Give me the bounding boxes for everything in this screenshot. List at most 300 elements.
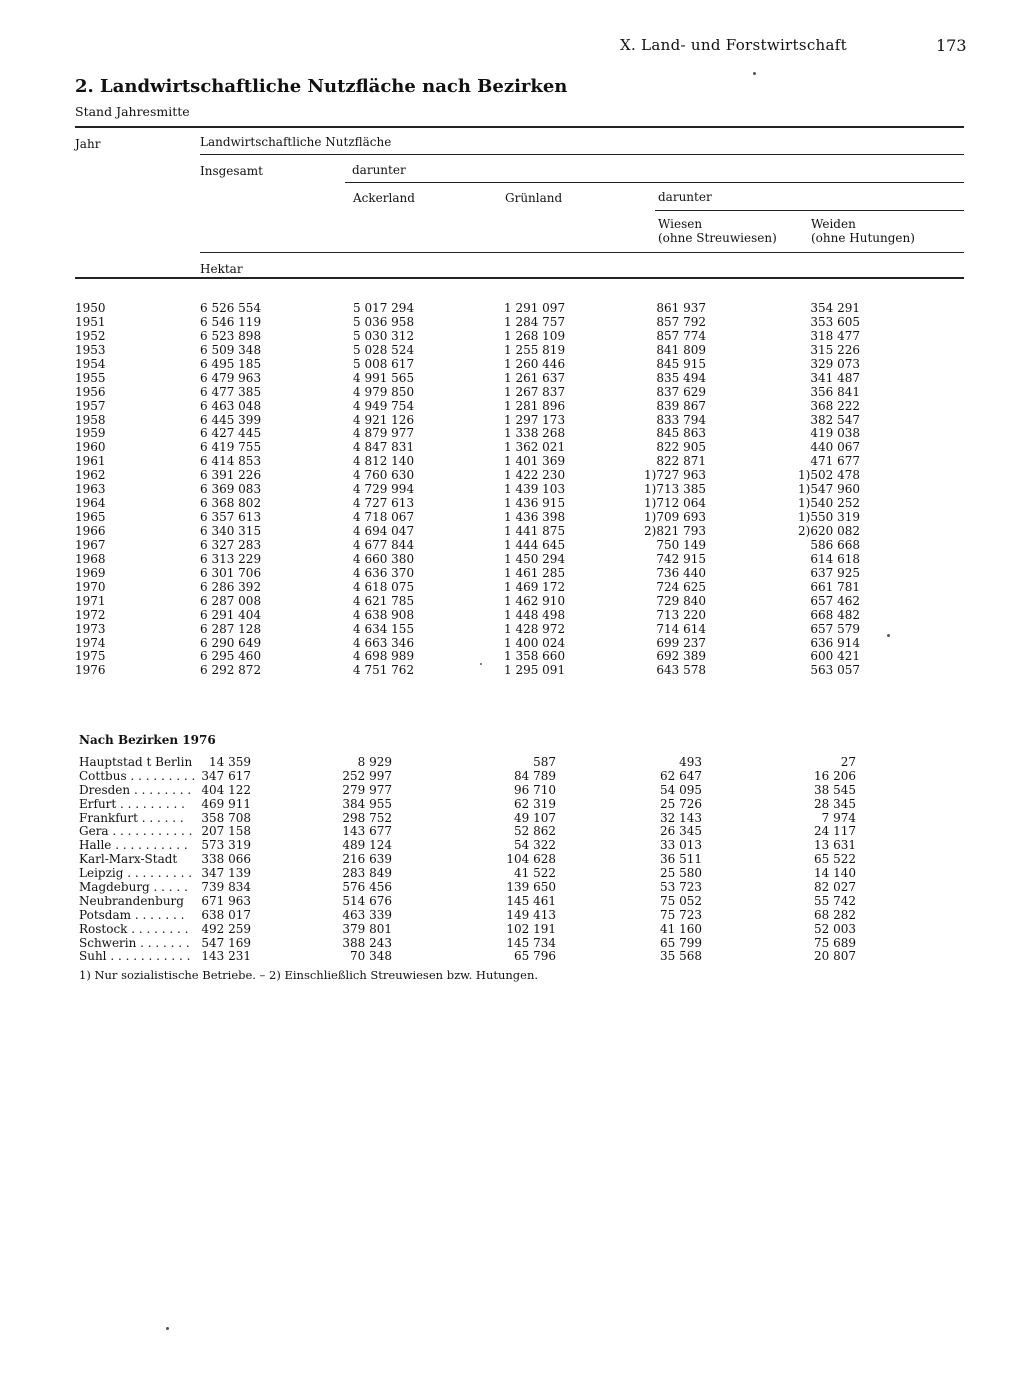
year-cell: 1955 [75, 370, 106, 385]
weiden-cell: 586 668 [810, 537, 860, 552]
total-cell: 6 419 755 [200, 440, 262, 455]
bezirk-name-cell: Cottbus . . . . . . . . . [79, 768, 196, 783]
bezirke-heading: Nach Bezirken 1976 [79, 733, 216, 747]
table-row [0, 594, 1024, 608]
scan-speck [753, 72, 756, 75]
table-row [0, 357, 1024, 371]
total-cell: 6 463 048 [200, 398, 262, 413]
gruenland-cell: 1 338 268 [504, 426, 566, 441]
weiden-cell: 353 605 [810, 314, 860, 329]
total-cell: 6 509 348 [200, 342, 262, 357]
gruenland-cell: 1 428 972 [504, 621, 566, 636]
weiden-cell: 354 291 [810, 301, 860, 315]
ackerland-cell: 4 638 908 [353, 607, 415, 622]
total-cell: 6 295 460 [200, 649, 262, 664]
wiesen-cell: 692 389 [656, 649, 706, 664]
ackerland-cell: 252 997 [342, 768, 392, 783]
wiesen-cell: 493 [679, 755, 702, 769]
ackerland-cell: 4 979 850 [353, 384, 415, 399]
total-cell: 6 327 283 [200, 537, 262, 552]
col-header-lnf: Landwirtschaftliche Nutzfläche [200, 135, 392, 149]
weiden-cell: 7 974 [821, 810, 856, 825]
year-cell: 1970 [75, 579, 106, 594]
weiden-cell: 68 282 [814, 907, 856, 922]
wiesen-cell: 861 937 [656, 301, 706, 315]
ackerland-cell: 4 729 994 [353, 482, 415, 497]
table-row [0, 608, 1024, 622]
bezirk-row [0, 811, 1024, 825]
wiesen-cell: 1)712 064 [644, 496, 706, 511]
gruenland-cell: 102 191 [506, 921, 556, 936]
ackerland-cell: 143 677 [342, 824, 392, 839]
gruenland-cell: 84 789 [514, 768, 556, 783]
gruenland-cell: 145 734 [506, 935, 556, 950]
header-rule-wiesen [655, 210, 964, 211]
bezirk-name-cell: Gera . . . . . . . . . . . [79, 824, 193, 839]
total-cell: 671 963 [201, 893, 251, 908]
total-cell: 347 617 [201, 768, 251, 783]
header-bottom-rule [75, 277, 964, 279]
ackerland-cell: 4 879 977 [353, 426, 415, 441]
ackerland-cell: 4 636 370 [353, 565, 415, 580]
wiesen-cell: 33 013 [660, 838, 702, 853]
bezirk-name-cell: Suhl . . . . . . . . . . . [79, 949, 191, 964]
bezirk-name-cell: Hauptstad t Berlin [79, 755, 193, 769]
wiesen-cell: 75 723 [660, 907, 702, 922]
table-row [0, 496, 1024, 510]
total-cell: 6 287 128 [200, 621, 262, 636]
year-cell: 1962 [75, 468, 106, 483]
ackerland-cell: 489 124 [342, 838, 392, 853]
ackerland-cell: 379 801 [342, 921, 392, 936]
wiesen-cell: 53 723 [660, 880, 702, 895]
table-row [0, 399, 1024, 413]
table-row [0, 538, 1024, 552]
gruenland-cell: 1 436 915 [504, 496, 566, 511]
total-cell: 638 017 [201, 907, 251, 922]
ackerland-cell: 4 727 613 [353, 496, 415, 511]
wiesen-cell: 729 840 [656, 593, 706, 608]
bezirk-row [0, 922, 1024, 936]
ackerland-cell: 5 017 294 [353, 301, 415, 315]
gruenland-cell: 1 439 103 [504, 482, 566, 497]
year-cell: 1976 [75, 663, 106, 678]
weiden-cell: 329 073 [810, 356, 860, 371]
bezirk-row [0, 908, 1024, 922]
weiden-cell: 52 003 [814, 921, 856, 936]
table-title: 2. Landwirtschaftliche Nutzfläche nach Bezirken [75, 76, 568, 97]
col-header-ackerland: Ackerland [353, 191, 415, 205]
ackerland-cell: 4 751 762 [353, 663, 415, 678]
col-header-year: Jahr [75, 137, 101, 151]
ackerland-cell: 283 849 [342, 866, 392, 881]
weiden-cell: 13 631 [814, 838, 856, 853]
total-cell: 6 287 008 [200, 593, 262, 608]
total-cell: 14 359 [209, 755, 251, 769]
scan-speck [887, 634, 890, 637]
gruenland-cell: 1 400 024 [504, 635, 566, 650]
weiden-cell: 1)550 319 [798, 510, 860, 525]
total-cell: 547 169 [201, 935, 251, 950]
wiesen-cell: 25 726 [660, 796, 702, 811]
total-cell: 347 139 [201, 866, 251, 881]
col-header-gruenland: Grünland [505, 191, 563, 205]
total-cell: 6 368 802 [200, 496, 262, 511]
total-cell: 338 066 [201, 852, 251, 867]
weiden-cell: 657 462 [810, 593, 860, 608]
bezirk-row [0, 894, 1024, 908]
year-cell: 1974 [75, 635, 106, 650]
weiden-cell: 16 206 [814, 768, 856, 783]
weiden-cell: 318 477 [810, 328, 860, 343]
table-row [0, 649, 1024, 663]
ackerland-cell: 5 028 524 [353, 342, 415, 357]
wiesen-cell: 41 160 [660, 921, 702, 936]
year-cell: 1963 [75, 482, 106, 497]
wiesen-cell: 835 494 [656, 370, 706, 385]
weiden-cell: 440 067 [810, 440, 860, 455]
gruenland-cell: 1 450 294 [504, 551, 566, 566]
gruenland-cell: 104 628 [506, 852, 556, 867]
gruenland-cell: 1 260 446 [504, 356, 566, 371]
ackerland-cell: 4 698 989 [353, 649, 415, 664]
gruenland-cell: 149 413 [506, 907, 556, 922]
year-cell: 1950 [75, 301, 106, 315]
wiesen-cell: 699 237 [656, 635, 706, 650]
bezirk-name-cell: Rostock . . . . . . . . [79, 921, 189, 936]
year-cell: 1961 [75, 454, 106, 469]
bezirke-table-body [0, 755, 1024, 963]
table-row [0, 454, 1024, 468]
year-cell: 1973 [75, 621, 106, 636]
ackerland-cell: 4 677 844 [353, 537, 415, 552]
ackerland-cell: 279 977 [342, 782, 392, 797]
table-row [0, 510, 1024, 524]
gruenland-cell: 62 319 [514, 796, 556, 811]
weiden-cell: 341 487 [810, 370, 860, 385]
ackerland-cell: 4 847 831 [353, 440, 415, 455]
gruenland-cell: 96 710 [514, 782, 556, 797]
ackerland-cell: 4 812 140 [353, 454, 415, 469]
bezirk-name-cell: Leipzig . . . . . . . . . [79, 866, 193, 881]
year-cell: 1953 [75, 342, 106, 357]
bezirk-row [0, 866, 1024, 880]
header-rule-ackerland [345, 182, 964, 183]
weiden-cell: 636 914 [810, 635, 860, 650]
weiden-cell: 55 742 [814, 893, 856, 908]
ackerland-cell: 4 921 126 [353, 412, 415, 427]
ackerland-cell: 576 456 [342, 880, 392, 895]
wiesen-cell: 32 143 [660, 810, 702, 825]
gruenland-cell: 1 268 109 [504, 328, 566, 343]
total-cell: 6 414 853 [200, 454, 262, 469]
weiden-cell: 82 027 [814, 880, 856, 895]
gruenland-cell: 1 461 285 [504, 565, 566, 580]
total-cell: 6 313 229 [200, 551, 262, 566]
gruenland-cell: 49 107 [514, 810, 556, 825]
total-cell: 739 834 [201, 880, 251, 895]
gruenland-cell: 1 284 757 [504, 314, 566, 329]
gruenland-cell: 587 [533, 755, 556, 769]
footnote: 1) Nur sozialistische Betriebe. – 2) Einschließlich Streuwiesen bzw. Hutungen. [79, 968, 539, 982]
table-row [0, 301, 1024, 315]
year-cell: 1960 [75, 440, 106, 455]
gruenland-cell: 41 522 [514, 866, 556, 881]
bezirk-row [0, 838, 1024, 852]
weiden-cell: 356 841 [810, 384, 860, 399]
page-number: 173 [936, 36, 967, 55]
wiesen-cell: 26 345 [660, 824, 702, 839]
total-cell: 6 546 119 [200, 314, 262, 329]
table-row [0, 315, 1024, 329]
total-cell: 143 231 [201, 949, 251, 964]
ackerland-cell: 388 243 [342, 935, 392, 950]
bezirk-row [0, 824, 1024, 838]
header-rule-unit [200, 252, 964, 253]
header-rule-darunter [200, 154, 964, 155]
wiesen-cell: 1)713 385 [644, 482, 706, 497]
total-cell: 358 708 [201, 810, 251, 825]
ackerland-cell: 298 752 [342, 810, 392, 825]
weiden-cell: 614 618 [810, 551, 860, 566]
year-cell: 1972 [75, 607, 106, 622]
year-cell: 1975 [75, 649, 106, 664]
gruenland-cell: 65 796 [514, 949, 556, 964]
bezirk-name-cell: Magdeburg . . . . . [79, 880, 188, 895]
year-cell: 1958 [75, 412, 106, 427]
col-header-darunter-2: darunter [658, 190, 712, 204]
wiesen-cell: 714 614 [656, 621, 706, 636]
gruenland-cell: 54 322 [514, 838, 556, 853]
scan-speck [166, 1327, 169, 1330]
bezirk-name-cell: Frankfurt . . . . . . [79, 810, 184, 825]
ackerland-cell: 4 760 630 [353, 468, 415, 483]
gruenland-cell: 1 297 173 [504, 412, 566, 427]
total-cell: 6 292 872 [200, 663, 262, 678]
col-header-weiden: Weiden (ohne Hutungen) [811, 217, 915, 245]
wiesen-cell: 833 794 [656, 412, 706, 427]
total-cell: 404 122 [201, 782, 251, 797]
gruenland-cell: 1 462 910 [504, 593, 566, 608]
total-cell: 6 495 185 [200, 356, 262, 371]
weiden-cell: 28 345 [814, 796, 856, 811]
year-cell: 1967 [75, 537, 106, 552]
bezirk-name-cell: Erfurt . . . . . . . . . [79, 796, 185, 811]
bezirk-row [0, 936, 1024, 950]
wiesen-cell: 857 792 [656, 314, 706, 329]
wiesen-cell: 837 629 [656, 384, 706, 399]
weiden-cell: 1)502 478 [798, 468, 860, 483]
total-cell: 6 369 083 [200, 482, 262, 497]
gruenland-cell: 1 281 896 [504, 398, 566, 413]
bezirk-row [0, 797, 1024, 811]
ackerland-cell: 5 008 617 [353, 356, 415, 371]
table-row [0, 371, 1024, 385]
total-cell: 6 301 706 [200, 565, 262, 580]
year-cell: 1969 [75, 565, 106, 580]
table-row [0, 385, 1024, 399]
total-cell: 6 340 315 [200, 524, 262, 538]
total-cell: 6 427 445 [200, 426, 262, 441]
weiden-cell: 24 117 [814, 824, 856, 839]
ackerland-cell: 4 621 785 [353, 593, 415, 608]
bezirk-name-cell: Dresden . . . . . . . . [79, 782, 192, 797]
year-cell: 1952 [75, 328, 106, 343]
total-cell: 6 286 392 [200, 579, 262, 594]
gruenland-cell: 1 436 398 [504, 510, 566, 525]
gruenland-cell: 145 461 [506, 893, 556, 908]
weiden-cell: 1)540 252 [798, 496, 860, 511]
table-row [0, 426, 1024, 440]
weiden-cell: 20 807 [814, 949, 856, 964]
total-cell: 207 158 [201, 824, 251, 839]
weiden-cell: 657 579 [810, 621, 860, 636]
weiden-cell: 668 482 [810, 607, 860, 622]
gruenland-cell: 1 358 660 [504, 649, 566, 664]
table-row [0, 482, 1024, 496]
ackerland-cell: 463 339 [342, 907, 392, 922]
weiden-cell: 1)547 960 [798, 482, 860, 497]
table-row [0, 329, 1024, 343]
running-header-section: X. Land- und Forstwirtschaft [620, 36, 847, 54]
year-table-body [0, 301, 1024, 677]
gruenland-cell: 52 862 [514, 824, 556, 839]
table-row [0, 524, 1024, 538]
table-row [0, 440, 1024, 454]
table-row [0, 622, 1024, 636]
gruenland-cell: 139 650 [506, 880, 556, 895]
year-cell: 1965 [75, 510, 106, 525]
gruenland-cell: 1 401 369 [504, 454, 566, 469]
total-cell: 6 290 649 [200, 635, 262, 650]
col-header-total: Insgesamt [200, 164, 263, 178]
year-cell: 1968 [75, 551, 106, 566]
gruenland-cell: 1 469 172 [504, 579, 566, 594]
ackerland-cell: 4 663 346 [353, 635, 415, 650]
bezirk-name-cell: Karl-Marx-Stadt [79, 852, 178, 867]
wiesen-cell: 36 511 [660, 852, 702, 867]
year-cell: 1959 [75, 426, 106, 441]
wiesen-cell: 845 915 [656, 356, 706, 371]
ackerland-cell: 384 955 [342, 796, 392, 811]
wiesen-cell: 750 149 [656, 537, 706, 552]
table-row [0, 343, 1024, 357]
weiden-cell: 382 547 [810, 412, 860, 427]
gruenland-cell: 1 261 637 [504, 370, 566, 385]
wiesen-cell: 35 568 [660, 949, 702, 964]
bezirk-row [0, 755, 1024, 769]
wiesen-cell: 822 871 [656, 454, 706, 469]
col-header-darunter-1: darunter [352, 163, 406, 177]
header-top-rule [75, 126, 964, 128]
total-cell: 6 479 963 [200, 370, 262, 385]
gruenland-cell: 1 255 819 [504, 342, 566, 357]
weiden-cell: 2)620 082 [798, 524, 860, 538]
ackerland-cell: 4 991 565 [353, 370, 415, 385]
gruenland-cell: 1 267 837 [504, 384, 566, 399]
wiesen-cell: 841 809 [656, 342, 706, 357]
bezirk-name-cell: Schwerin . . . . . . . [79, 935, 190, 950]
year-cell: 1971 [75, 593, 106, 608]
total-cell: 492 259 [201, 921, 251, 936]
wiesen-cell: 25 580 [660, 866, 702, 881]
ackerland-cell: 4 634 155 [353, 621, 415, 636]
ackerland-cell: 70 348 [350, 949, 392, 964]
gruenland-cell: 1 362 021 [504, 440, 566, 455]
year-cell: 1956 [75, 384, 106, 399]
table-row [0, 636, 1024, 650]
weiden-cell: 38 545 [814, 782, 856, 797]
gruenland-cell: 1 444 645 [504, 537, 566, 552]
scan-speck [480, 663, 482, 665]
bezirk-row [0, 852, 1024, 866]
ackerland-cell: 4 618 075 [353, 579, 415, 594]
table-row [0, 413, 1024, 427]
weiden-cell: 471 677 [810, 454, 860, 469]
ackerland-cell: 8 929 [357, 755, 392, 769]
weiden-cell: 563 057 [810, 663, 860, 678]
table-row [0, 580, 1024, 594]
col-header-unit: Hektar [200, 262, 243, 276]
bezirk-row [0, 769, 1024, 783]
col-header-wiesen: Wiesen (ohne Streuwiesen) [658, 217, 777, 245]
year-cell: 1951 [75, 314, 106, 329]
ackerland-cell: 4 660 380 [353, 551, 415, 566]
year-cell: 1966 [75, 524, 106, 538]
bezirk-name-cell: Neubrandenburg [79, 893, 184, 908]
wiesen-cell: 724 625 [656, 579, 706, 594]
total-cell: 6 291 404 [200, 607, 262, 622]
wiesen-cell: 839 867 [656, 398, 706, 413]
wiesen-cell: 742 915 [656, 551, 706, 566]
total-cell: 6 523 898 [200, 328, 262, 343]
table-row [0, 552, 1024, 566]
weiden-cell: 75 689 [814, 935, 856, 950]
weiden-cell: 27 [840, 755, 856, 769]
total-cell: 6 391 226 [200, 468, 262, 483]
wiesen-cell: 736 440 [656, 565, 706, 580]
total-cell: 573 319 [201, 838, 251, 853]
wiesen-cell: 857 774 [656, 328, 706, 343]
wiesen-cell: 713 220 [656, 607, 706, 622]
ackerland-cell: 4 949 754 [353, 398, 415, 413]
year-cell: 1957 [75, 398, 106, 413]
bezirk-row [0, 880, 1024, 894]
ackerland-cell: 514 676 [342, 893, 392, 908]
wiesen-cell: 54 095 [660, 782, 702, 797]
weiden-cell: 65 522 [814, 852, 856, 867]
year-cell: 1954 [75, 356, 106, 371]
gruenland-cell: 1 448 498 [504, 607, 566, 622]
wiesen-cell: 845 863 [656, 426, 706, 441]
bezirk-name-cell: Potsdam . . . . . . . [79, 907, 185, 922]
table-row [0, 663, 1024, 677]
weiden-cell: 315 226 [810, 342, 860, 357]
total-cell: 6 357 613 [200, 510, 262, 525]
total-cell: 6 477 385 [200, 384, 262, 399]
ackerland-cell: 216 639 [342, 852, 392, 867]
bezirk-row [0, 783, 1024, 797]
weiden-cell: 368 222 [810, 398, 860, 413]
bezirk-row [0, 949, 1024, 963]
wiesen-cell: 643 578 [656, 663, 706, 678]
weiden-cell: 419 038 [810, 426, 860, 441]
wiesen-cell: 65 799 [660, 935, 702, 950]
gruenland-cell: 1 291 097 [504, 301, 566, 315]
ackerland-cell: 5 036 958 [353, 314, 415, 329]
total-cell: 6 445 399 [200, 412, 262, 427]
weiden-cell: 661 781 [810, 579, 860, 594]
